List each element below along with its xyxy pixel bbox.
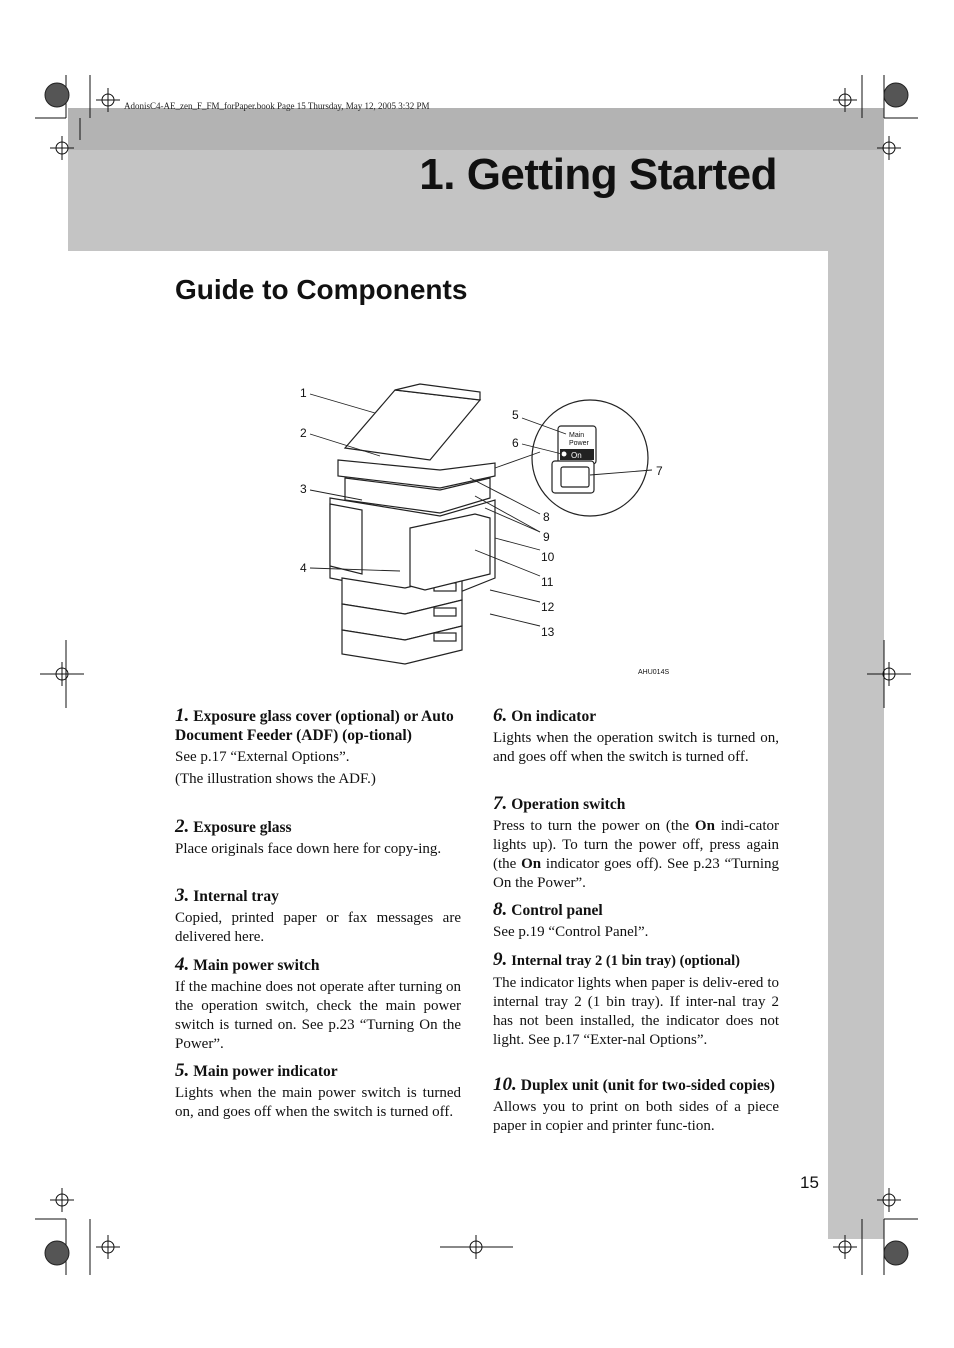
callout-2: 2 [300,426,307,440]
item-5-body: Lights when the main power switch is turned on, and goes off when the switch is turned off. [175,1085,461,1120]
callout-5: 5 [512,408,519,422]
item-9-body: The indicator lights when paper is deliv-ered to internal tray 2 (1 bin tray). If inter-nal tray 2 has not been installed, the indicator does not light. See p.17 “Exter-nal Options”. [493,975,779,1048]
callout-7: 7 [656,464,663,478]
print-file-info: AdonisC4-AE_zen_F_FM_forPaper.book Page 15 Thursday, May 12, 2005 3:32 PM [124,101,430,111]
page-number: 15 [800,1173,819,1192]
item-8-body: See p.19 “Control Panel”. [493,924,649,940]
callout-3: 3 [300,482,307,496]
callout-4: 4 [300,561,307,575]
callout-12: 12 [541,600,555,614]
item-4: 4. Main power switch If the machine does not operate after turning on the operation switch, check the main power switch is turned on. See p.23 “Turning On the Power”. [175,954,461,1052]
callout-6: 6 [512,436,519,450]
inset-power-label: Power [569,440,589,447]
item-4-body: If the machine does not operate after turning on the operation switch, check the main power switch is turned on. See p.23 “Turning On the Power”. [175,979,461,1052]
callout-1: 1 [300,386,307,400]
item-3-body: Copied, printed paper or fax messages are delivered here. [175,910,461,945]
figure-code: AHU014S [638,669,670,676]
item-8-title: Control panel [511,902,603,919]
item-2-title: Exposure glass [193,819,292,836]
inset-main-label: Main [569,432,585,439]
item-3: 3. Internal tray Copied, printed paper or fax messages are delivered here. [175,885,461,945]
item-6-body: Lights when the operation switch is turned on, and goes off when the switch is turned off. [493,730,779,765]
section-title: Guide to Components [175,274,468,305]
item-7: 7. Operation switch Press to turn the power on (the On indi-cator lights up). To turn the power off, press again (the On indicator goes off). See p.23 “Turning On the Power”. [493,793,779,891]
item-2: 2. Exposure glass Place originals face down here for copy-ing. [175,817,461,862]
item-10-body: Allows you to print on both sides of a piece paper in copier and printer func-tion. [493,1099,779,1134]
item-5-title: Main power indicator [193,1063,338,1080]
item-2-body: Place originals face down here for copy-ing. [175,841,442,857]
item-9: 9. Internal tray 2 (1 bin tray) (optional) The indicator lights when paper is deliv-ered to internal tray 2 (1 bin tray). If inter-nal tray 2 has not been installed, the indicator does not light. See p.17 “Exter-nal Options”. [493,949,779,1048]
inset-on-label: On [571,451,582,460]
item-10: 10. Duplex unit (unit for two-sided copies) Allows you to print on both sides of a piece paper in copier and printer func-tion. [493,1074,779,1134]
item-7-title: Operation switch [511,796,626,813]
item-1: 1. Exposure glass cover (optional) or Auto Document Feeder (ADF) (op-tional) See p.17 “External Options”. (The illustration shows the ADF.) [175,706,461,792]
item-6: 6. On indicator Lights when the operation switch is turned on, and goes off when the switch is turned off. [493,705,779,765]
item-10-title: Duplex unit (unit for two-sided copies) [520,1077,775,1094]
copier-illustration [290,378,680,678]
item-1-body-1: See p.17 “External Options”. [175,749,350,765]
item-8: 8. Control panel See p.19 “Control Panel”. [493,900,779,945]
chapter-title: 1. Getting Started [419,150,777,199]
item-1-body-2: (The illustration shows the ADF.) [175,771,376,787]
item-6-title: On indicator [511,708,597,725]
item-4-title: Main power switch [193,957,320,974]
callout-8: 8 [543,510,550,524]
item-5: 5. Main power indicator Lights when the main power switch is turned on, and goes off when the switch is turned off. [175,1060,461,1120]
item-3-title: Internal tray [193,888,279,905]
callout-13: 13 [541,625,555,639]
callout-9: 9 [543,530,550,544]
item-9-title: Internal tray 2 (1 bin tray) (optional) [511,953,741,969]
item-7-body: Press to turn the power on (the On indi-cator lights up). To turn the power off, press again (the On indicator goes off). See p.23 “Turning On the Power”. [493,818,779,891]
item-1-title: Exposure glass cover (optional) or Auto Document Feeder (ADF) (op-tional) [175,708,454,744]
callout-11: 11 [541,575,554,589]
callout-10: 10 [541,550,555,564]
